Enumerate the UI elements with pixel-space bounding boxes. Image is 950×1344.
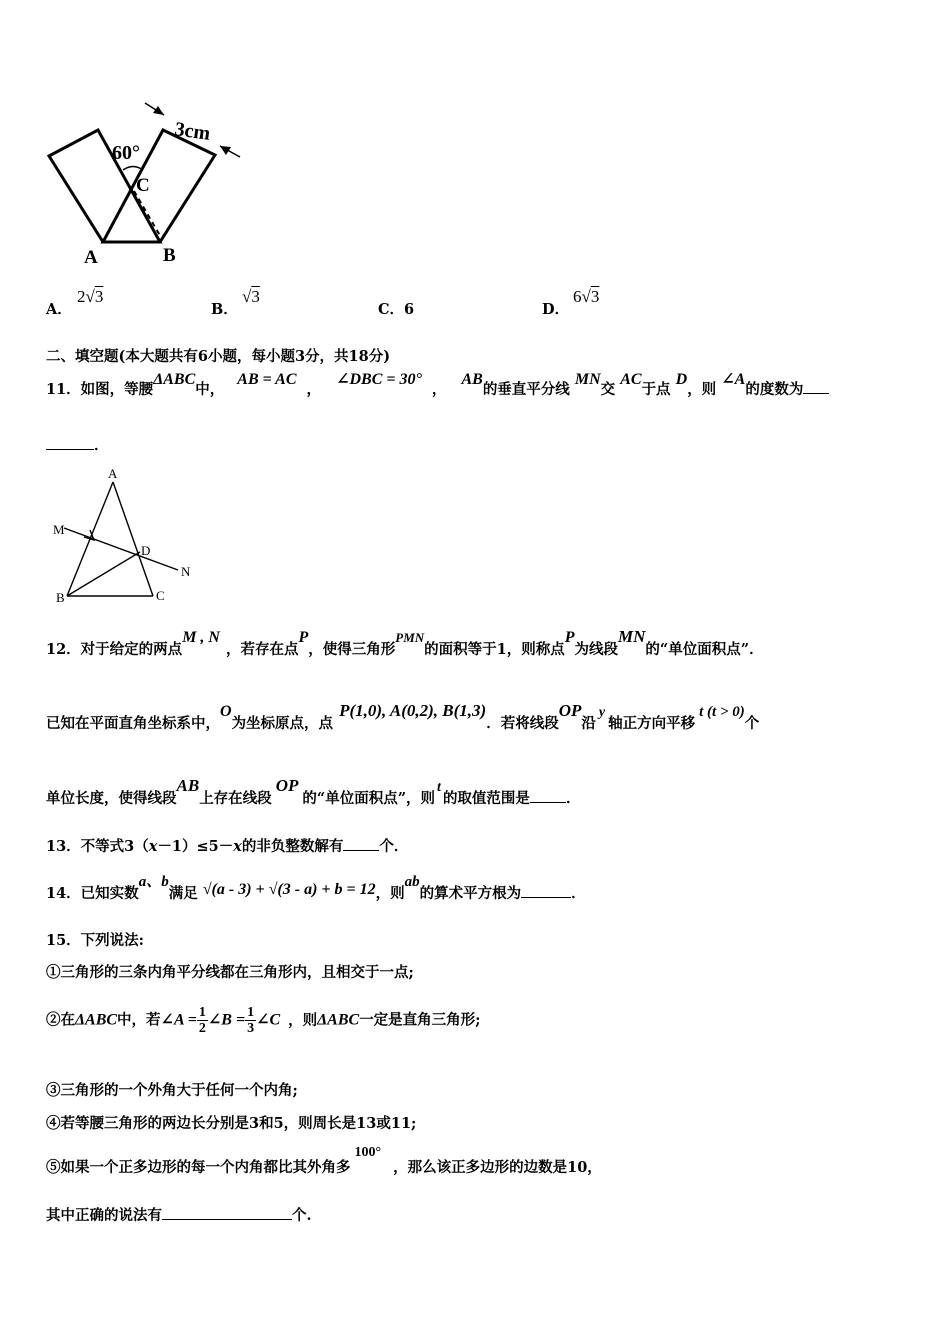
option-b-value: √3 xyxy=(242,287,260,306)
figure-rectangles xyxy=(40,95,255,270)
option-d: D． xyxy=(542,301,570,318)
question-11: 11．如图，等腰ΔABC中， AB = AC， ∠DBC = 30°， AB的垂直平分线 MN交 AC于点 D，则 ∠A的度数为 xyxy=(46,368,829,398)
option-c: C．6 xyxy=(378,301,415,318)
fig2-label-a: A xyxy=(108,466,118,481)
fig2-label-n: N xyxy=(181,564,191,579)
fig1-length-label: 3cm xyxy=(173,118,212,145)
figure-triangle xyxy=(50,462,200,607)
question-12-line3: 单位长度，使得线段AB上存在线段OP的“单位面积点”，则t的取值范围是 ． xyxy=(46,776,581,807)
question-14: 14．已知实数a、b满足 √(a - 3) + √(3 - a) + b = 12，则ab的算术平方根为 ． xyxy=(46,874,586,902)
question-15-title: 15．下列说法: xyxy=(46,932,145,949)
fig2-label-b: B xyxy=(56,590,65,605)
q15-statement-6: 其中正确的说法有 个. xyxy=(46,1207,312,1224)
fig2-label-m: M xyxy=(53,522,65,537)
option-a-value: 2√3 xyxy=(77,287,104,306)
q15-statement-2: ②在ΔABC中，若∠A = $\frac{1}{2}$ ∠B = $\frac{1}{3}$ ∠C ，则ΔABC一定是直角三角形; xyxy=(46,1005,481,1036)
section-title: 二、填空题(本大题共有6小题，每小题3分，共18分) xyxy=(46,348,391,365)
fig1-label-c: C xyxy=(136,175,150,196)
fig1-label-b: B xyxy=(163,245,176,266)
fig2-label-c: C xyxy=(156,588,165,603)
q15-statement-1: ①三角形的三条内角平分线都在三角形内，且相交于一点; xyxy=(46,964,414,981)
option-a: A． xyxy=(46,301,72,318)
fig2-label-d: D xyxy=(141,543,151,558)
question-12-line2: 已知在平面直角坐标系中，O为坐标原点，点P(1,0), A(0,2), B(1,3)．若将线段OP沿y轴正方向平移t (t > 0)个 xyxy=(46,701,760,732)
q15-statement-4: ④若等腰三角形的两边长分别是3和5，则周长是13或11; xyxy=(46,1115,417,1132)
option-d-value: 6√3 xyxy=(573,287,600,306)
q14-equation: √(a - 3) + √(3 - a) + b = 12 xyxy=(202,881,376,898)
option-b: B． xyxy=(211,301,238,318)
q15-statement-5: ⑤如果一个正多边形的每一个内角都比其外角多100°，那么该正多边形的边数是10， xyxy=(46,1145,602,1176)
question-11-blank-cont: ． xyxy=(46,434,109,455)
q15-statement-3: ③三角形的一个外角大于任何一个内角; xyxy=(46,1082,298,1099)
question-12-line1: 12．对于给定的两点M , N，若存在点P，使得三角形PMN的面积等于1，则称点P为线段MN的“单位面积点”． xyxy=(46,627,764,658)
fig1-label-a: A xyxy=(84,247,98,268)
question-13: 13．不等式3（x－1）≤5－x的非负整数解有 个． xyxy=(46,838,409,855)
fig1-angle-label: 60° xyxy=(112,142,140,164)
